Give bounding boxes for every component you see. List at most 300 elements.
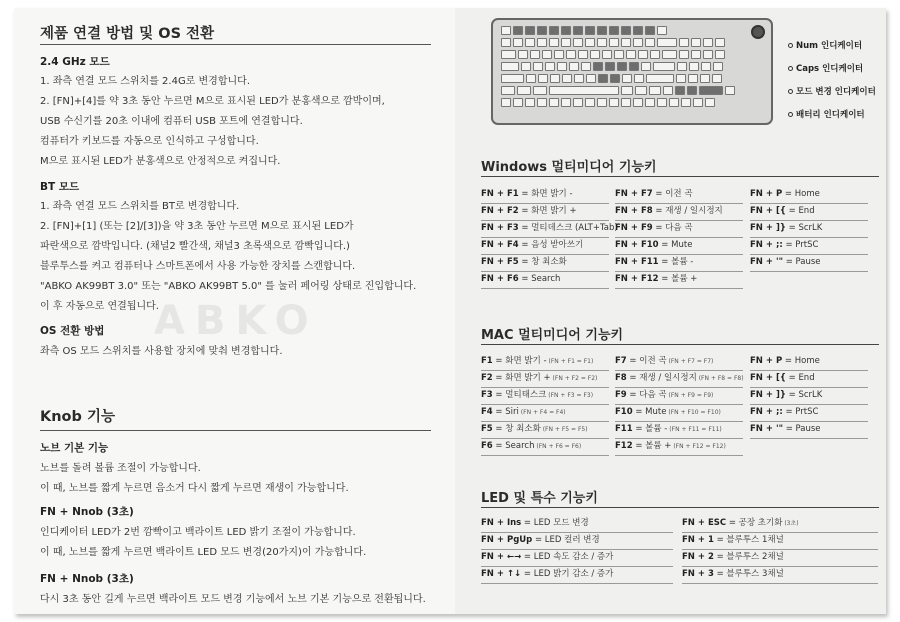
shortcut-note: (FN + F11 = F11) xyxy=(667,426,722,433)
shortcut-note: (FN + F6 = F6) xyxy=(534,443,582,450)
shortcut-action: LED 모드 변경 xyxy=(533,518,589,528)
paragraph-line: 2. [FN]+[1] (또는 [2]/[3])을 약 3초 동안 누르면 M으로 표시된 LED가 xyxy=(40,221,354,232)
keycap xyxy=(700,74,710,83)
shortcut-key: FN + F1 xyxy=(481,189,519,199)
shortcut-action: 화면 밝기 + xyxy=(531,206,577,216)
keycap xyxy=(657,98,667,107)
equals-sign: = xyxy=(785,390,799,400)
keycap xyxy=(715,50,725,59)
shortcut-action: LED 속도 감소 / 증가 xyxy=(533,552,614,562)
keycap xyxy=(679,38,689,47)
keycap xyxy=(687,86,697,95)
shortcut-cell xyxy=(481,187,609,204)
keycap xyxy=(525,98,535,107)
keycap xyxy=(701,62,711,71)
equals-sign: = xyxy=(518,240,532,250)
equals-sign: = xyxy=(626,390,640,400)
keycap xyxy=(549,86,619,95)
num-indicator-label: Num 인디케이터 xyxy=(788,39,862,51)
section-divider xyxy=(481,176,879,177)
keyboard-key-row xyxy=(501,98,715,107)
equals-sign: = xyxy=(632,441,646,451)
shortcut-cell xyxy=(481,550,673,567)
keycap xyxy=(538,74,548,83)
keyboard-key-row xyxy=(501,50,725,59)
shortcut-action: 화면 밝기 - xyxy=(531,189,573,199)
shortcut-key: FN + 2 xyxy=(682,552,714,562)
shortcut-cell xyxy=(481,567,673,584)
shortcut-key: FN + ;: xyxy=(750,407,783,417)
shortcut-action: 이전 곡 xyxy=(665,189,693,199)
paragraph-line: 1. 좌측 연결 모드 스위치를 BT로 변경합니다. xyxy=(40,201,240,212)
keycap xyxy=(521,62,531,71)
equals-sign: = xyxy=(658,240,672,250)
shortcut-cell xyxy=(481,272,609,289)
shortcut-cell xyxy=(615,439,743,456)
equals-sign: = xyxy=(518,206,532,216)
keycap xyxy=(713,62,723,71)
shortcut-key: FN + F9 xyxy=(615,223,653,233)
keycap xyxy=(581,62,591,71)
keycap xyxy=(537,98,547,107)
shortcut-action: Pause xyxy=(795,257,821,267)
equals-sign: = xyxy=(626,373,640,383)
shortcut-action: End xyxy=(798,206,815,216)
shortcut-key: FN + PgUp xyxy=(481,535,533,545)
shortcut-note: (FN + F12 = F12) xyxy=(671,443,726,450)
keycap xyxy=(645,38,655,47)
keycap xyxy=(621,98,631,107)
shortcut-action: ScrLK xyxy=(798,223,823,233)
shortcut-key: F12 xyxy=(615,441,633,451)
keycap xyxy=(679,50,689,59)
mode-indicator-label: 모드 변경 인디케이터 xyxy=(788,85,876,97)
paragraph-line: 블루투스를 켜고 컴퓨터나 스마트폰에서 사용 가능한 장치를 스캔합니다. xyxy=(40,261,356,272)
paragraph-line: 이 때, 노브를 짧게 누르면 백라이트 LED 모드 변경(20가지)이 가능합니다. xyxy=(40,547,367,558)
keycap xyxy=(549,26,559,35)
keycap xyxy=(609,98,619,107)
keycap xyxy=(549,98,559,107)
equals-sign: = xyxy=(652,223,666,233)
keycap xyxy=(641,62,651,71)
equals-sign: = xyxy=(518,189,532,199)
shortcut-cell xyxy=(481,516,673,533)
right-panel xyxy=(455,8,886,614)
keycap xyxy=(621,26,631,35)
shortcut-key: F4 xyxy=(481,407,493,417)
shortcut-action: 다음 곡 xyxy=(665,223,693,233)
shortcut-action: Siri xyxy=(505,407,519,417)
keycap xyxy=(501,26,511,35)
keycap xyxy=(688,74,698,83)
shortcut-cell xyxy=(481,238,609,255)
shortcut-action: 재생 / 일시정지 xyxy=(639,373,697,383)
keycap xyxy=(566,50,576,59)
keycap xyxy=(645,98,655,107)
keycap xyxy=(609,38,619,47)
shortcut-cell xyxy=(615,422,743,439)
shortcut-key: FN + Ins xyxy=(481,518,522,528)
shortcut-key: FN + ESC xyxy=(682,518,727,528)
indicator-pin-icon xyxy=(788,89,793,94)
paragraph-line: 다시 3초 동안 길게 누르면 백라이트 모드 변경 기능에서 노브 기본 기능으로 전환됩니다. xyxy=(40,594,426,605)
shortcut-key: FN + F5 xyxy=(481,257,519,267)
keycap xyxy=(699,86,723,95)
keycap xyxy=(657,26,667,35)
equals-sign: = xyxy=(658,274,672,284)
shortcut-key: FN + F3 xyxy=(481,223,519,233)
keycap xyxy=(629,62,639,71)
keycap xyxy=(569,62,579,71)
shortcut-key: FN + F4 xyxy=(481,240,519,250)
keycap xyxy=(549,38,559,47)
equals-sign: = xyxy=(782,407,796,417)
paragraph-line: 인디케이터 LED가 2번 깜빡이고 백라이트 LED 밝기 조절이 가능합니다. xyxy=(40,527,356,538)
shortcut-cell xyxy=(615,238,743,255)
shortcut-key: FN + [{ xyxy=(750,206,786,216)
equals-sign: = xyxy=(492,373,506,383)
shortcut-key: F11 xyxy=(615,424,633,434)
shortcut-action: 블루투스 1채널 xyxy=(726,535,784,545)
shortcut-note: (FN + F5 = F5) xyxy=(540,426,588,433)
keycap xyxy=(681,98,691,107)
shortcut-key: FN + F11 xyxy=(615,257,659,267)
mac-section-title: MAC 멀티미디어 기능키 xyxy=(481,328,624,343)
shortcut-action: LED 밝기 감소 / 증가 xyxy=(533,569,614,579)
shortcut-key: F3 xyxy=(481,390,493,400)
shortcut-cell xyxy=(750,187,868,204)
shortcut-cell xyxy=(481,439,609,456)
shortcut-action: 볼륨 - xyxy=(645,424,668,434)
shortcut-key: F2 xyxy=(481,373,493,383)
keycap xyxy=(550,74,560,83)
equals-sign: = xyxy=(658,257,672,267)
shortcut-cell xyxy=(481,405,609,422)
shortcut-cell xyxy=(615,221,743,238)
abko-watermark: ABKO xyxy=(154,298,319,344)
keycap xyxy=(533,62,543,71)
equals-sign: = xyxy=(652,189,666,199)
keycap xyxy=(645,26,655,35)
paragraph-line: USB 수신기를 20초 이내에 컴퓨터 USB 포트에 연결합니다. xyxy=(40,116,303,127)
equals-sign: = xyxy=(632,424,646,434)
shortcut-cell xyxy=(750,238,868,255)
knob-icon xyxy=(751,25,765,39)
keycap xyxy=(578,50,588,59)
equals-sign: = xyxy=(492,424,506,434)
keycap xyxy=(542,50,552,59)
shortcut-action: 볼륨 + xyxy=(671,274,698,284)
keycap xyxy=(501,50,516,59)
keycap xyxy=(585,26,595,35)
keycap xyxy=(703,38,713,47)
keycap xyxy=(518,50,528,59)
shortcut-action: 음성 받아쓰기 xyxy=(531,240,584,250)
keyboard-key-row xyxy=(501,74,722,83)
equals-sign: = xyxy=(783,257,796,267)
equals-sign: = xyxy=(713,535,727,545)
shortcut-cell xyxy=(615,272,743,289)
shortcut-cell xyxy=(750,422,868,439)
keycap xyxy=(634,74,644,83)
paragraph-line: 좌측 OS 모드 스위치를 사용할 장치에 맞춰 변경합니다. xyxy=(40,346,283,357)
keycap xyxy=(638,50,648,59)
shortcut-action: 블루투스 2채널 xyxy=(726,552,784,562)
shortcut-key: FN + 3 xyxy=(682,569,714,579)
shortcut-key: F1 xyxy=(481,356,493,366)
keycap xyxy=(561,26,571,35)
shortcut-action: 볼륨 - xyxy=(671,257,694,267)
equals-sign: = xyxy=(521,518,534,528)
section-divider xyxy=(40,44,431,45)
paragraph-line: M으로 표시된 LED가 분홍색으로 안정적으로 켜집니다. xyxy=(40,156,281,167)
keycap xyxy=(602,50,612,59)
paragraph-line: 2. [FN]+[4]를 약 3초 동안 누르면 M으로 표시된 LED가 분홍색으로 깜박이며, xyxy=(40,96,385,107)
shortcut-cell xyxy=(750,221,868,238)
equals-sign: = xyxy=(626,356,640,366)
shortcut-cell xyxy=(615,405,743,422)
keycap xyxy=(537,26,547,35)
shortcut-cell xyxy=(481,354,609,371)
keycap xyxy=(621,38,631,47)
equals-sign: = xyxy=(492,441,506,451)
keycap xyxy=(691,50,701,59)
indicator-pin-icon xyxy=(788,112,793,117)
keycap xyxy=(562,74,572,83)
keycap xyxy=(662,50,677,59)
ghz-mode-title: 2.4 GHz 모드 xyxy=(40,56,110,68)
left-panel xyxy=(14,8,455,614)
shortcut-key: F10 xyxy=(615,407,633,417)
keycap xyxy=(501,74,524,83)
shortcut-action: 화면 밝기 + xyxy=(505,373,551,383)
caps-indicator-label: Caps 인디케이터 xyxy=(788,62,863,74)
paragraph-line: 컴퓨터가 키보드를 자동으로 인식하고 구성합니다. xyxy=(40,136,259,147)
keycap xyxy=(597,98,607,107)
led-section-title: LED 및 특수 기능키 xyxy=(481,491,598,506)
shortcut-note: (FN + F9 = F9) xyxy=(666,392,714,399)
shortcut-action: 재생 / 일시정지 xyxy=(665,206,723,216)
shortcut-cell xyxy=(481,221,618,238)
equals-sign: = xyxy=(632,407,646,417)
windows-section-title: Windows 멀티미디어 기능키 xyxy=(481,160,657,175)
shortcut-cell xyxy=(750,354,868,371)
keycap xyxy=(622,74,632,83)
shortcut-key: F7 xyxy=(615,356,627,366)
keycap xyxy=(561,38,571,47)
keycap xyxy=(691,38,701,47)
section-divider xyxy=(481,507,879,508)
equals-sign: = xyxy=(782,189,795,199)
indicator-pin-icon xyxy=(788,43,793,48)
keycap xyxy=(675,86,685,95)
shortcut-action: 화면 밝기 - xyxy=(505,356,547,366)
keycap xyxy=(633,98,643,107)
shortcut-action: Home xyxy=(794,356,820,366)
keycap xyxy=(501,86,515,95)
keyboard-key-row xyxy=(501,62,723,71)
equals-sign: = xyxy=(785,206,799,216)
keycap xyxy=(609,26,619,35)
shortcut-action: LED 컬러 변경 xyxy=(544,535,600,545)
keycap xyxy=(573,38,583,47)
keycap xyxy=(657,38,677,47)
shortcut-note: (FN + F10 = F10) xyxy=(666,409,721,416)
keycap xyxy=(650,50,660,59)
knob-basic-title: 노브 기본 기능 xyxy=(40,442,109,454)
shortcut-note: (FN + F2 = F2) xyxy=(550,375,598,382)
equals-sign: = xyxy=(783,424,796,434)
keycap xyxy=(693,98,703,107)
keycap xyxy=(610,74,620,83)
shortcut-cell xyxy=(481,371,609,388)
keycap xyxy=(593,62,603,71)
keycap xyxy=(617,62,627,71)
shortcut-note: (3초) xyxy=(782,520,799,527)
shortcut-cell xyxy=(481,388,609,405)
shortcut-key: FN + F7 xyxy=(615,189,653,199)
keycap xyxy=(585,98,595,107)
equals-sign: = xyxy=(518,223,532,233)
equals-sign: = xyxy=(521,552,534,562)
paragraph-line: "ABKO AK99BT 3.0" 또는 "ABKO AK99BT 5.0" 를 눌러 페어링 상태로 진입합니다. xyxy=(40,281,417,292)
equals-sign: = xyxy=(785,223,799,233)
equals-sign: = xyxy=(492,390,506,400)
shortcut-cell xyxy=(615,255,743,272)
shortcut-key: FN + 1 xyxy=(682,535,714,545)
equals-sign: = xyxy=(532,535,545,545)
keycap xyxy=(598,74,608,83)
indicator-pin-icon xyxy=(788,66,793,71)
keycap xyxy=(597,26,607,35)
shortcut-action: 블루투스 3채널 xyxy=(726,569,784,579)
shortcut-key: FN + F10 xyxy=(615,240,659,250)
equals-sign: = xyxy=(518,257,532,267)
keycap xyxy=(649,86,661,95)
shortcut-key: FN + '" xyxy=(750,424,783,434)
keycap xyxy=(537,38,547,47)
shortcut-action: End xyxy=(798,373,815,383)
shortcut-cell xyxy=(682,533,878,550)
shortcut-action: Search xyxy=(531,274,561,284)
shortcut-cell xyxy=(682,567,878,584)
equals-sign: = xyxy=(782,356,795,366)
shortcut-cell xyxy=(481,533,673,550)
shortcut-key: FN + F12 xyxy=(615,274,659,284)
shortcut-action: 다음 곡 xyxy=(639,390,667,400)
shortcut-key: FN + P xyxy=(750,189,783,199)
keycap xyxy=(533,86,547,95)
equals-sign: = xyxy=(521,569,534,579)
keyboard-diagram xyxy=(491,18,773,125)
keycap xyxy=(525,38,535,47)
shortcut-cell xyxy=(615,371,743,388)
section-divider xyxy=(481,344,879,345)
shortcut-action: 창 최소화 xyxy=(531,257,567,267)
keycap xyxy=(653,62,675,71)
keycap xyxy=(614,50,624,59)
shortcut-action: Mute xyxy=(671,240,693,250)
keycap xyxy=(605,62,615,71)
paragraph-line: 이 때, 노브를 짧게 누르면 음소거 다시 짧게 누르면 재생이 가능합니다. xyxy=(40,483,349,494)
keycap xyxy=(715,38,725,47)
shortcut-action: 멀티데스크 (ALT+Tab) xyxy=(531,223,618,233)
keyboard-key-row xyxy=(501,86,735,95)
knob-section-title: Knob 기능 xyxy=(40,409,115,425)
keycap xyxy=(669,98,679,107)
shortcut-action: ScrLK xyxy=(798,390,823,400)
keycap xyxy=(677,62,687,71)
keycap xyxy=(501,98,511,107)
shortcut-action: Mute xyxy=(645,407,667,417)
keycap xyxy=(633,26,643,35)
shortcut-note: (FN + F7 = F7) xyxy=(666,358,714,365)
keyboard-key-row xyxy=(501,38,725,47)
keycap xyxy=(501,38,511,47)
shortcut-cell xyxy=(615,187,743,204)
shortcut-key: FN + P xyxy=(750,356,783,366)
shortcut-cell xyxy=(682,516,878,533)
shortcut-action: 볼륨 + xyxy=(645,441,672,451)
keycap xyxy=(517,86,531,95)
shortcut-key: FN + F6 xyxy=(481,274,519,284)
keycap xyxy=(513,38,523,47)
equals-sign: = xyxy=(652,206,666,216)
shortcut-key: FN + ↑↓ xyxy=(481,569,522,579)
shortcut-action: Home xyxy=(794,189,820,199)
shortcut-action: 이전 곡 xyxy=(639,356,667,366)
shortcut-action: 창 최소화 xyxy=(505,424,541,434)
shortcut-cell xyxy=(615,388,743,405)
keycap xyxy=(646,74,674,83)
shortcut-key: FN + ]} xyxy=(750,390,786,400)
keycap xyxy=(573,98,583,107)
keycap xyxy=(574,74,584,83)
equals-sign: = xyxy=(492,356,506,366)
keycap xyxy=(626,50,636,59)
shortcut-key: FN + '" xyxy=(750,257,783,267)
shortcut-action: PrtSC xyxy=(795,240,819,250)
keycap xyxy=(513,26,523,35)
shortcut-key: F9 xyxy=(615,390,627,400)
shortcut-cell xyxy=(750,255,868,272)
shortcut-key: FN + ]} xyxy=(750,223,786,233)
keycap xyxy=(530,50,540,59)
keycap xyxy=(689,62,699,71)
equals-sign: = xyxy=(726,518,739,528)
fn-knob-title-2: FN + Nnob (3초) xyxy=(40,573,134,585)
shortcut-cell xyxy=(750,388,868,405)
keycap xyxy=(586,74,596,83)
shortcut-cell xyxy=(750,204,868,221)
keycap xyxy=(597,38,607,47)
shortcut-key: FN + ←→ xyxy=(481,552,522,562)
equals-sign: = xyxy=(713,552,727,562)
shortcut-key: FN + F8 xyxy=(615,206,653,216)
equals-sign: = xyxy=(782,240,796,250)
keycap xyxy=(554,50,564,59)
shortcut-note: (FN + F1 = F1) xyxy=(546,358,594,365)
os-switch-title: OS 전환 방법 xyxy=(40,325,105,337)
shortcut-note: (FN + F8 = F8) xyxy=(696,375,744,382)
shortcut-cell xyxy=(481,204,609,221)
connection-section-title: 제품 연결 방법 및 OS 전환 xyxy=(40,26,215,42)
keyboard-key-row xyxy=(501,26,667,35)
paragraph-line: 이 후 자동으로 연결됩니다. xyxy=(40,301,159,312)
keycap xyxy=(725,86,735,95)
shortcut-cell xyxy=(682,550,878,567)
shortcut-note: (FN + F4 = F4) xyxy=(518,409,566,416)
